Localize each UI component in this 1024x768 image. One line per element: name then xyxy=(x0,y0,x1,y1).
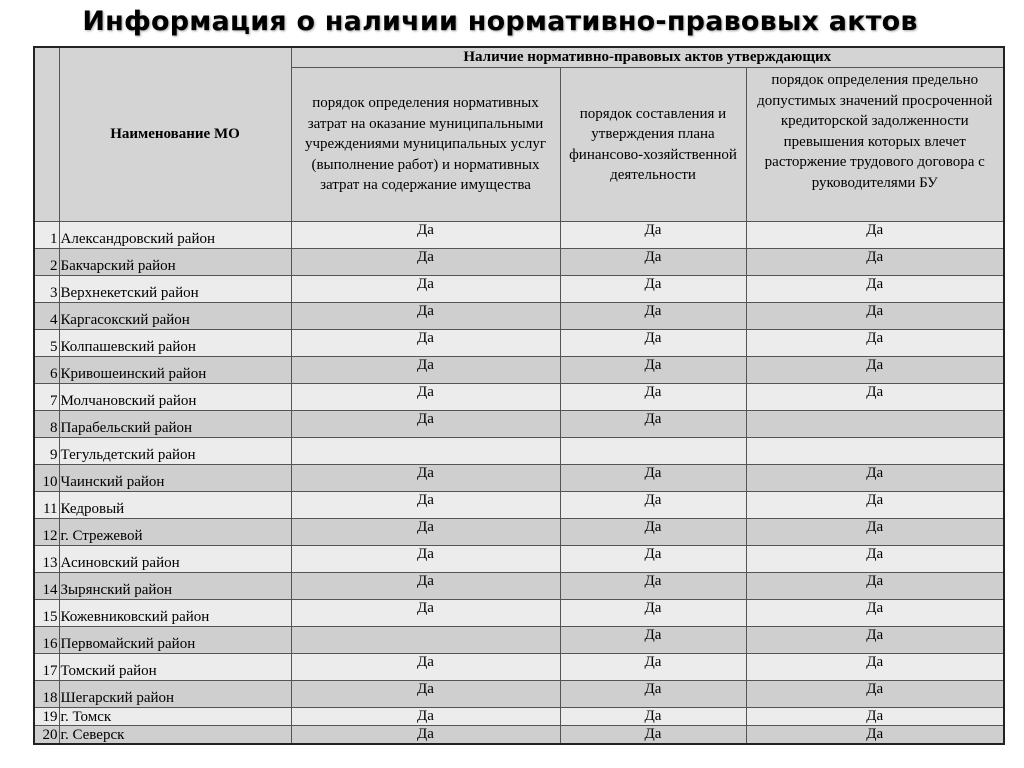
debt-limits-cell: Да xyxy=(746,600,1004,627)
debt-limits-cell: Да xyxy=(746,357,1004,384)
header-row-group xyxy=(34,47,1004,68)
norm-costs-cell: Да xyxy=(291,546,560,573)
row-number: 18 xyxy=(34,681,59,708)
table-row xyxy=(34,276,1004,303)
column-header-debt-limits: порядок определения предельно допустимых значений просроченной кредиторской задолженности превышения которых влечет расторжение трудового договора с руководителями БУ xyxy=(746,68,1004,222)
row-number: 13 xyxy=(34,546,59,573)
debt-limits-cell: Да xyxy=(746,681,1004,708)
norm-costs-cell: Да xyxy=(291,726,560,745)
debt-limits-cell: Да xyxy=(746,627,1004,654)
row-number: 5 xyxy=(34,330,59,357)
row-number: 8 xyxy=(34,411,59,438)
row-number: 12 xyxy=(34,519,59,546)
table-row xyxy=(34,384,1004,411)
mo-name-cell: Верхнекетский район xyxy=(59,276,291,303)
table-row xyxy=(34,465,1004,492)
norm-costs-cell xyxy=(291,627,560,654)
page-title: Информация о наличии нормативно-правовых актов xyxy=(82,6,918,37)
fin-plan-cell: Да xyxy=(560,303,746,330)
norm-costs-cell: Да xyxy=(291,303,560,330)
norm-costs-cell: Да xyxy=(291,465,560,492)
fin-plan-cell: Да xyxy=(560,249,746,276)
row-number: 6 xyxy=(34,357,59,384)
fin-plan-cell: Да xyxy=(560,654,746,681)
row-number: 10 xyxy=(34,465,59,492)
row-number: 17 xyxy=(34,654,59,681)
debt-limits-cell: Да xyxy=(746,276,1004,303)
row-number: 19 xyxy=(34,708,59,726)
debt-limits-cell: Да xyxy=(746,465,1004,492)
mo-name-cell: Первомайский район xyxy=(59,627,291,654)
row-number: 7 xyxy=(34,384,59,411)
debt-limits-cell: Да xyxy=(746,384,1004,411)
row-number: 9 xyxy=(34,438,59,465)
fin-plan-cell: Да xyxy=(560,384,746,411)
debt-limits-cell xyxy=(746,438,1004,465)
table-row xyxy=(34,330,1004,357)
table-row xyxy=(34,708,1004,726)
mo-name-cell: Кожевниковский район xyxy=(59,600,291,627)
norm-costs-cell: Да xyxy=(291,519,560,546)
row-number: 3 xyxy=(34,276,59,303)
fin-plan-cell: Да xyxy=(560,357,746,384)
norm-costs-cell: Да xyxy=(291,249,560,276)
mo-name-cell: г. Томск xyxy=(59,708,291,726)
table-row xyxy=(34,411,1004,438)
table-row xyxy=(34,303,1004,330)
table-row xyxy=(34,681,1004,708)
norm-costs-cell: Да xyxy=(291,384,560,411)
row-number: 20 xyxy=(34,726,59,745)
norm-costs-cell: Да xyxy=(291,681,560,708)
row-number: 2 xyxy=(34,249,59,276)
mo-name-cell: Зырянский район xyxy=(59,573,291,600)
debt-limits-cell: Да xyxy=(746,330,1004,357)
norm-costs-cell: Да xyxy=(291,492,560,519)
fin-plan-cell: Да xyxy=(560,708,746,726)
mo-name-cell: Тегульдетский район xyxy=(59,438,291,465)
fin-plan-cell: Да xyxy=(560,546,746,573)
mo-name-cell: Парабельский район xyxy=(59,411,291,438)
norm-costs-cell: Да xyxy=(291,600,560,627)
column-header-fin-plan: порядок составления и утверждения плана финансово-хозяйственной деятельности xyxy=(560,68,746,222)
fin-plan-cell: Да xyxy=(560,492,746,519)
table-row xyxy=(34,627,1004,654)
fin-plan-cell: Да xyxy=(560,330,746,357)
norm-costs-cell: Да xyxy=(291,276,560,303)
mo-name-cell: Александровский район xyxy=(59,222,291,249)
debt-limits-cell: Да xyxy=(746,726,1004,745)
mo-name-cell: г. Северск xyxy=(59,726,291,745)
mo-name-cell: г. Стрежевой xyxy=(59,519,291,546)
table-row xyxy=(34,492,1004,519)
group-header: Наличие нормативно-правовых актов утверждающих xyxy=(291,47,1004,68)
fin-plan-cell xyxy=(560,438,746,465)
norm-costs-cell: Да xyxy=(291,654,560,681)
norm-costs-cell: Да xyxy=(291,573,560,600)
fin-plan-cell: Да xyxy=(560,681,746,708)
fin-plan-cell: Да xyxy=(560,276,746,303)
mo-name-cell: Чаинский район xyxy=(59,465,291,492)
fin-plan-cell: Да xyxy=(560,465,746,492)
fin-plan-cell: Да xyxy=(560,573,746,600)
row-number: 14 xyxy=(34,573,59,600)
debt-limits-cell: Да xyxy=(746,708,1004,726)
fin-plan-cell: Да xyxy=(560,726,746,745)
norm-costs-cell xyxy=(291,438,560,465)
table-row xyxy=(34,546,1004,573)
number-header-cell xyxy=(34,47,59,222)
debt-limits-cell: Да xyxy=(746,222,1004,249)
fin-plan-cell: Да xyxy=(560,222,746,249)
norm-costs-cell: Да xyxy=(291,222,560,249)
table-row xyxy=(34,519,1004,546)
debt-limits-cell: Да xyxy=(746,249,1004,276)
mo-name-cell: Колпашевский район xyxy=(59,330,291,357)
fin-plan-cell: Да xyxy=(560,627,746,654)
column-header-norm-costs: порядок определения нормативных затрат на оказание муниципальными учреждениями муниципальных услуг (выполнение работ) и нормативных затрат на содержание имущества xyxy=(291,68,560,222)
mo-name-cell: Томский район xyxy=(59,654,291,681)
row-number: 16 xyxy=(34,627,59,654)
row-number: 4 xyxy=(34,303,59,330)
mo-name-cell: Бакчарский район xyxy=(59,249,291,276)
mo-name-header: Наименование МО xyxy=(59,47,291,222)
table-row xyxy=(34,249,1004,276)
mo-name-cell: Асиновский район xyxy=(59,546,291,573)
norm-costs-cell: Да xyxy=(291,330,560,357)
fin-plan-cell: Да xyxy=(560,411,746,438)
norm-costs-cell: Да xyxy=(291,411,560,438)
acts-table xyxy=(33,46,1005,745)
debt-limits-cell: Да xyxy=(746,519,1004,546)
mo-name-cell: Кривошеинский район xyxy=(59,357,291,384)
row-number: 1 xyxy=(34,222,59,249)
fin-plan-cell: Да xyxy=(560,519,746,546)
mo-name-cell: Каргасокский район xyxy=(59,303,291,330)
norm-costs-cell: Да xyxy=(291,708,560,726)
table-row xyxy=(34,222,1004,249)
debt-limits-cell: Да xyxy=(746,492,1004,519)
table-row xyxy=(34,726,1004,745)
debt-limits-cell: Да xyxy=(746,573,1004,600)
row-number: 11 xyxy=(34,492,59,519)
mo-name-cell: Шегарский район xyxy=(59,681,291,708)
debt-limits-cell: Да xyxy=(746,303,1004,330)
mo-name-cell: Молчановский район xyxy=(59,384,291,411)
table-row xyxy=(34,438,1004,465)
fin-plan-cell: Да xyxy=(560,600,746,627)
table-row xyxy=(34,600,1004,627)
table-row xyxy=(34,654,1004,681)
debt-limits-cell: Да xyxy=(746,654,1004,681)
table-row xyxy=(34,357,1004,384)
debt-limits-cell: Да xyxy=(746,546,1004,573)
debt-limits-cell xyxy=(746,411,1004,438)
norm-costs-cell: Да xyxy=(291,357,560,384)
mo-name-cell: Кедровый xyxy=(59,492,291,519)
table-row xyxy=(34,573,1004,600)
row-number: 15 xyxy=(34,600,59,627)
